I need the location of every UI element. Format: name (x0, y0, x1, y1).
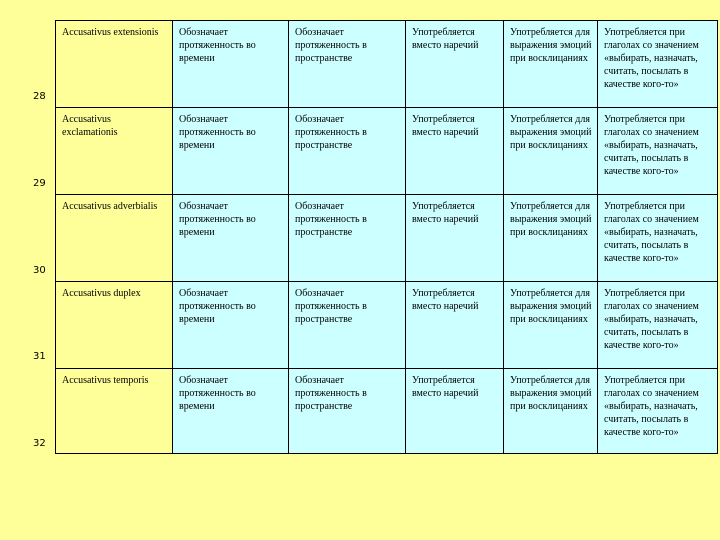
row-number-column (0, 0, 56, 540)
option-cell[interactable]: Обозначает протяженность во времени (173, 369, 289, 454)
option-cell[interactable]: Употребляется для выражения эмоций при восклицаниях (504, 282, 598, 369)
option-cell[interactable]: Обозначает протяженность во времени (173, 108, 289, 195)
term-cell: Accusativus exclamationis (56, 108, 173, 195)
option-cell[interactable]: Употребляется для выражения эмоций при восклицаниях (504, 108, 598, 195)
option-cell[interactable]: Употребляется вместо наречий (406, 108, 504, 195)
table-row (56, 21, 718, 108)
row-number: 30 (33, 265, 46, 276)
option-cell[interactable]: Употребляется вместо наречий (406, 282, 504, 369)
row-number: 32 (33, 438, 46, 449)
option-cell[interactable]: Употребляется вместо наречий (406, 21, 504, 108)
term-cell: Accusativus duplex (56, 282, 173, 369)
option-cell[interactable]: Обозначает протяженность в пространстве (289, 195, 406, 282)
option-cell[interactable]: Употребляется при глаголах со значением «выбирать, назначать, считать, посылать в качестве кого-то» (598, 195, 718, 282)
option-cell[interactable]: Обозначает протяженность во времени (173, 282, 289, 369)
term-cell: Accusativus extensionis (56, 21, 173, 108)
table-row (56, 282, 718, 369)
term-cell: Accusativus temporis (56, 369, 173, 454)
option-cell[interactable]: Обозначает протяженность во времени (173, 21, 289, 108)
option-cell[interactable]: Употребляется для выражения эмоций при восклицаниях (504, 21, 598, 108)
option-cell[interactable]: Употребляется при глаголах со значением «выбирать, назначать, считать, посылать в качестве кого-то» (598, 21, 718, 108)
option-cell[interactable]: Употребляется при глаголах со значением «выбирать, назначать, считать, посылать в качестве кого-то» (598, 282, 718, 369)
option-cell[interactable]: Употребляется вместо наречий (406, 369, 504, 454)
table-row (56, 108, 718, 195)
option-cell[interactable]: Обозначает протяженность в пространстве (289, 108, 406, 195)
matching-table (55, 20, 718, 454)
table-row (56, 195, 718, 282)
row-number: 29 (33, 178, 46, 189)
option-cell[interactable]: Употребляется при глаголах со значением «выбирать, назначать, считать, посылать в качестве кого-то» (598, 108, 718, 195)
table-row (56, 369, 718, 454)
option-cell[interactable]: Обозначает протяженность в пространстве (289, 21, 406, 108)
row-number: 28 (33, 91, 46, 102)
option-cell[interactable]: Обозначает протяженность в пространстве (289, 369, 406, 454)
row-number: 31 (33, 351, 46, 362)
option-cell[interactable]: Обозначает протяженность в пространстве (289, 282, 406, 369)
option-cell[interactable]: Употребляется вместо наречий (406, 195, 504, 282)
option-cell[interactable]: Обозначает протяженность во времени (173, 195, 289, 282)
option-cell[interactable]: Употребляется при глаголах со значением «выбирать, назначать, считать, посылать в качестве кого-то» (598, 369, 718, 454)
option-cell[interactable]: Употребляется для выражения эмоций при восклицаниях (504, 195, 598, 282)
term-cell: Accusativus adverbialis (56, 195, 173, 282)
option-cell[interactable]: Употребляется для выражения эмоций при восклицаниях (504, 369, 598, 454)
